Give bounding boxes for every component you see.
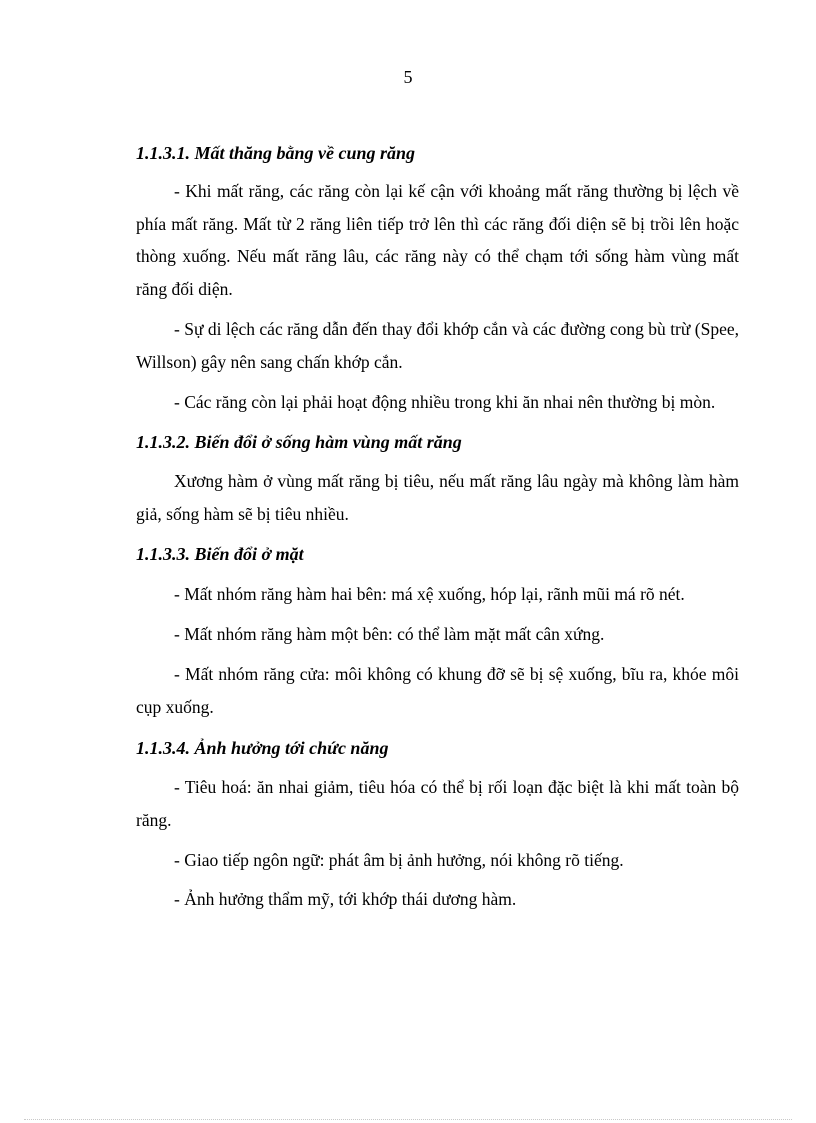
- paragraph: - Các răng còn lại phải hoạt động nhiều trong khi ăn nhai nên thường bị mòn.: [174, 392, 716, 412]
- section-heading-1: 1.1.3.1. Mất thăng bằng về cung răng: [136, 143, 416, 163]
- section-heading-3: 1.1.3.3. Biến đổi ở mặt: [136, 544, 304, 564]
- paragraph: Xương hàm ở vùng mất răng bị tiêu, nếu mất răng lâu ngày mà không làm hàm giả, sống hàm sẽ bị tiêu nhiều.: [136, 471, 739, 524]
- section-heading-4: 1.1.3.4. Ảnh hưởng tới chức năng: [136, 738, 389, 758]
- page-bottom-divider: [24, 1119, 792, 1120]
- paragraph: - Mất nhóm răng hàm hai bên: má xệ xuống, hóp lại, rãnh mũi má rõ nét.: [174, 584, 685, 604]
- paragraph: - Sự di lệch các răng dẫn đến thay đổi khớp cắn và các đường cong bù trừ (Spee, Willson) gây nên sang chấn khớp cắn.: [136, 319, 739, 372]
- paragraph: - Ảnh hưởng thẩm mỹ, tới khớp thái dương hàm.: [174, 889, 517, 909]
- page-number: 5: [403, 67, 413, 87]
- paragraph: - Khi mất răng, các răng còn lại kế cận với khoảng mất răng thường bị lệch về phía mất răng. Mất từ 2 răng liên tiếp trở lên thì các răng đối diện sẽ bị trồi lên hoặc thòng xuống. Nếu mất răng lâu, các răng này có thể chạm tới sống hàm vùng mất răng đối diện.: [136, 181, 739, 299]
- paragraph: - Giao tiếp ngôn ngữ: phát âm bị ảnh hưởng, nói không rõ tiếng.: [174, 850, 624, 870]
- paragraph: - Mất nhóm răng hàm một bên: có thể làm mặt mất cân xứng.: [174, 624, 605, 644]
- paragraph: - Tiêu hoá: ăn nhai giảm, tiêu hóa có thể bị rối loạn đặc biệt là khi mất toàn bộ răng.: [136, 777, 739, 830]
- section-heading-2: 1.1.3.2. Biến đổi ở sống hàm vùng mất răng: [136, 432, 462, 452]
- paragraph: - Mất nhóm răng cửa: môi không có khung đỡ sẽ bị sệ xuống, bĩu ra, khóe môi cụp xuống.: [136, 664, 739, 717]
